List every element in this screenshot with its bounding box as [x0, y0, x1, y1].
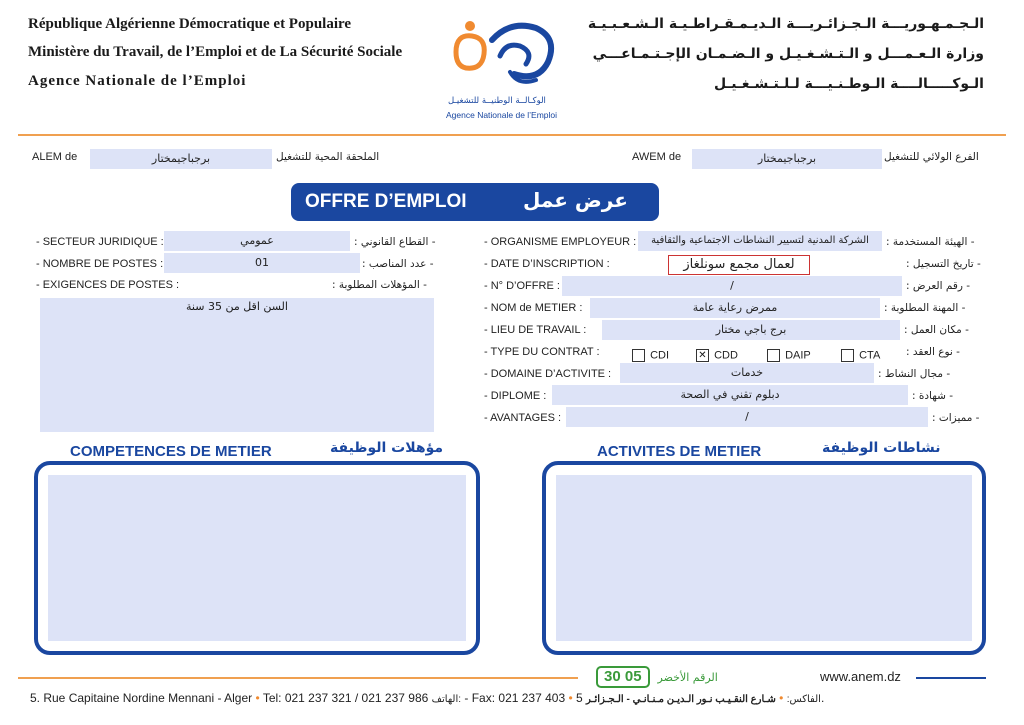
activites-textarea[interactable] [556, 475, 972, 641]
avantages-field[interactable]: / [566, 407, 928, 427]
date-label-fr: - DATE D’INSCRIPTION : [484, 258, 610, 270]
green-number-label: الرقم الأخضر [657, 670, 718, 684]
bullet-icon-2: • [568, 691, 573, 705]
alem-label-ar: الملحقة المحية للتشغيل [276, 151, 380, 163]
lieu-label-fr: - LIEU DE TRAVAIL : [484, 324, 587, 336]
cdi-checkbox[interactable] [632, 349, 645, 362]
offre-label-ar: - رقم العرض : [906, 280, 971, 292]
lieu-field[interactable]: برج باجي مختار [602, 320, 900, 340]
logo-fr-text: Agence Nationale de l’Emploi [446, 110, 558, 120]
awem-label-fr: AWEM de [632, 151, 682, 163]
contrat-label-ar: - نوع العقد : [906, 346, 960, 358]
diplome-label-ar: - شهادة : [912, 390, 954, 402]
fax: - Fax: 021 237 403 [464, 691, 566, 705]
cdi-label: CDI [650, 349, 670, 362]
diplome-label-fr: - DIPLOME : [484, 390, 547, 402]
contrat-option-cdd[interactable] [696, 345, 738, 364]
metier-label-fr: - NOM de METIER : [484, 302, 583, 314]
secteur-label-ar: - القطاع القانوني : [354, 236, 436, 248]
fax-ar: الفاكس: [786, 694, 821, 705]
competences-textarea[interactable] [48, 475, 466, 641]
postes-label-fr: - NOMBRE DE POSTES : [36, 258, 164, 270]
activites-box[interactable] [542, 461, 986, 655]
bullet-icon-3: • [779, 691, 784, 705]
header-ar-line2: وزارة الـعـمـــل و الـتـشـغـيـل و الـضـمـان الإجـتـمـاعـــي [592, 46, 984, 62]
activites-title-ar: نشاطات الوظيفة [822, 440, 941, 456]
contrat-option-cdi[interactable] [632, 345, 669, 364]
competences-title-fr: COMPETENCES DE METIER [70, 443, 272, 460]
secteur-field[interactable]: عمومي [164, 231, 350, 251]
header-ar-line3: الـوكـــــالــــة الـوطـنـيـــة لـلـتـشـغـيـل [714, 76, 984, 92]
postes-field[interactable]: 01 [164, 253, 360, 273]
organisme-label-fr: - ORGANISME EMPLOYEUR : [484, 236, 637, 248]
postes-label-ar: - عدد المناصب : [362, 258, 434, 270]
competences-title-ar: مؤهلات الوظيفة [330, 440, 444, 456]
exigences-label-fr: - EXIGENCES DE POSTES : [36, 279, 180, 291]
address-num-ar: 5. [576, 691, 825, 705]
avantages-label-fr: - AVANTAGES : [484, 412, 562, 424]
address-fr: 5. Rue Capitaine Nordine Mennani - Alger [30, 691, 253, 705]
contrat-option-cta[interactable] [841, 345, 880, 364]
metier-field[interactable]: ممرض رعاية عامة [590, 298, 880, 318]
title-fr: OFFRE D’EMPLOI [305, 191, 467, 212]
cta-label: CTA [859, 349, 881, 362]
organisme-label-ar: - الهيئة المستخدمة : [886, 236, 975, 248]
footer-line-right [916, 677, 986, 679]
cdd-checkbox[interactable]: ✕ [696, 349, 709, 362]
anem-logo [440, 12, 570, 122]
date-field[interactable]: لعمال مجمع سونلغاز [668, 255, 810, 275]
offer-title-banner [291, 183, 659, 221]
anem-logo-icon [440, 12, 570, 92]
bullet-icon: • [255, 691, 260, 705]
alem-field[interactable]: برجباجيمختار [90, 149, 272, 169]
cdd-label: CDD [714, 349, 738, 362]
website-link[interactable]: www.anem.dz [820, 669, 901, 684]
exigences-textarea[interactable] [40, 298, 434, 432]
header-divider [18, 134, 1006, 136]
secteur-label-fr: - SECTEUR JURIDIQUE : [36, 236, 164, 248]
header-fr-line1: République Algérienne Démocratique et Populaire [28, 16, 352, 32]
title-ar: عرض عمل [523, 188, 628, 212]
green-number-value: 30 05 [596, 666, 650, 688]
offre-field[interactable]: / [562, 276, 902, 296]
daip-checkbox[interactable] [767, 349, 780, 362]
address-ar: شـارع النقـيـب نـور الـديـن مـنـانـي - الـجـزائـر [586, 694, 776, 705]
header-fr-line3: Agence Nationale de l’Emploi [28, 73, 247, 89]
alem-label-fr: ALEM de [32, 151, 78, 163]
header-fr-line2: Ministère du Travail, de l’Emploi et de La Sécurité Sociale [28, 44, 403, 60]
exigences-value: السن اقل من 35 سنة [186, 300, 288, 313]
domaine-label-fr: - DOMAINE D’ACTIVITE : [484, 368, 612, 380]
domaine-field[interactable]: خدمات [620, 363, 874, 383]
avantages-label-ar: - مميزات : [932, 412, 980, 424]
tel-ar: الهاتف: [431, 694, 462, 705]
awem-label-ar: الفرع الولائي للتشغيل [884, 151, 979, 163]
organisme-field[interactable]: الشركة المدنية لتسيير النشاطات الاجتماعية والثقافية [638, 231, 882, 251]
activites-title-fr: ACTIVITES DE METIER [597, 443, 762, 460]
contrat-option-daip[interactable] [767, 345, 811, 364]
contrat-label-fr: - TYPE DU CONTRAT : [484, 346, 600, 358]
domaine-label-ar: - مجال النشاط : [878, 368, 951, 380]
competences-box[interactable] [34, 461, 480, 655]
diplome-field[interactable]: دبلوم تقني في الصحة [552, 385, 908, 405]
metier-label-ar: - المهنة المطلوبة : [884, 302, 966, 314]
lieu-label-ar: - مكان العمل : [904, 324, 969, 336]
green-number [596, 667, 718, 687]
footer-line-left [18, 677, 578, 679]
cta-checkbox[interactable] [841, 349, 854, 362]
awem-field[interactable]: برجباجيمختار [692, 149, 882, 169]
logo-ar-text: الوكـالــة الوطنيــة للتشغيـل [448, 96, 546, 106]
date-label-ar: - تاريخ التسجيل : [906, 258, 981, 270]
footer-address [30, 691, 824, 705]
tel: Tel: 021 237 321 / 021 237 986 [262, 691, 429, 705]
exigences-label-ar: - المؤهلات المطلوبة : [332, 279, 427, 291]
daip-label: DAIP [785, 349, 811, 362]
offre-label-fr: - N° D’OFFRE : [484, 280, 560, 292]
header-ar-line1: الـجـمـهـوريـــة الـجـزائـريـــة الـديـمـقـراطـيـة الـشـعـبـيـة [587, 16, 984, 32]
